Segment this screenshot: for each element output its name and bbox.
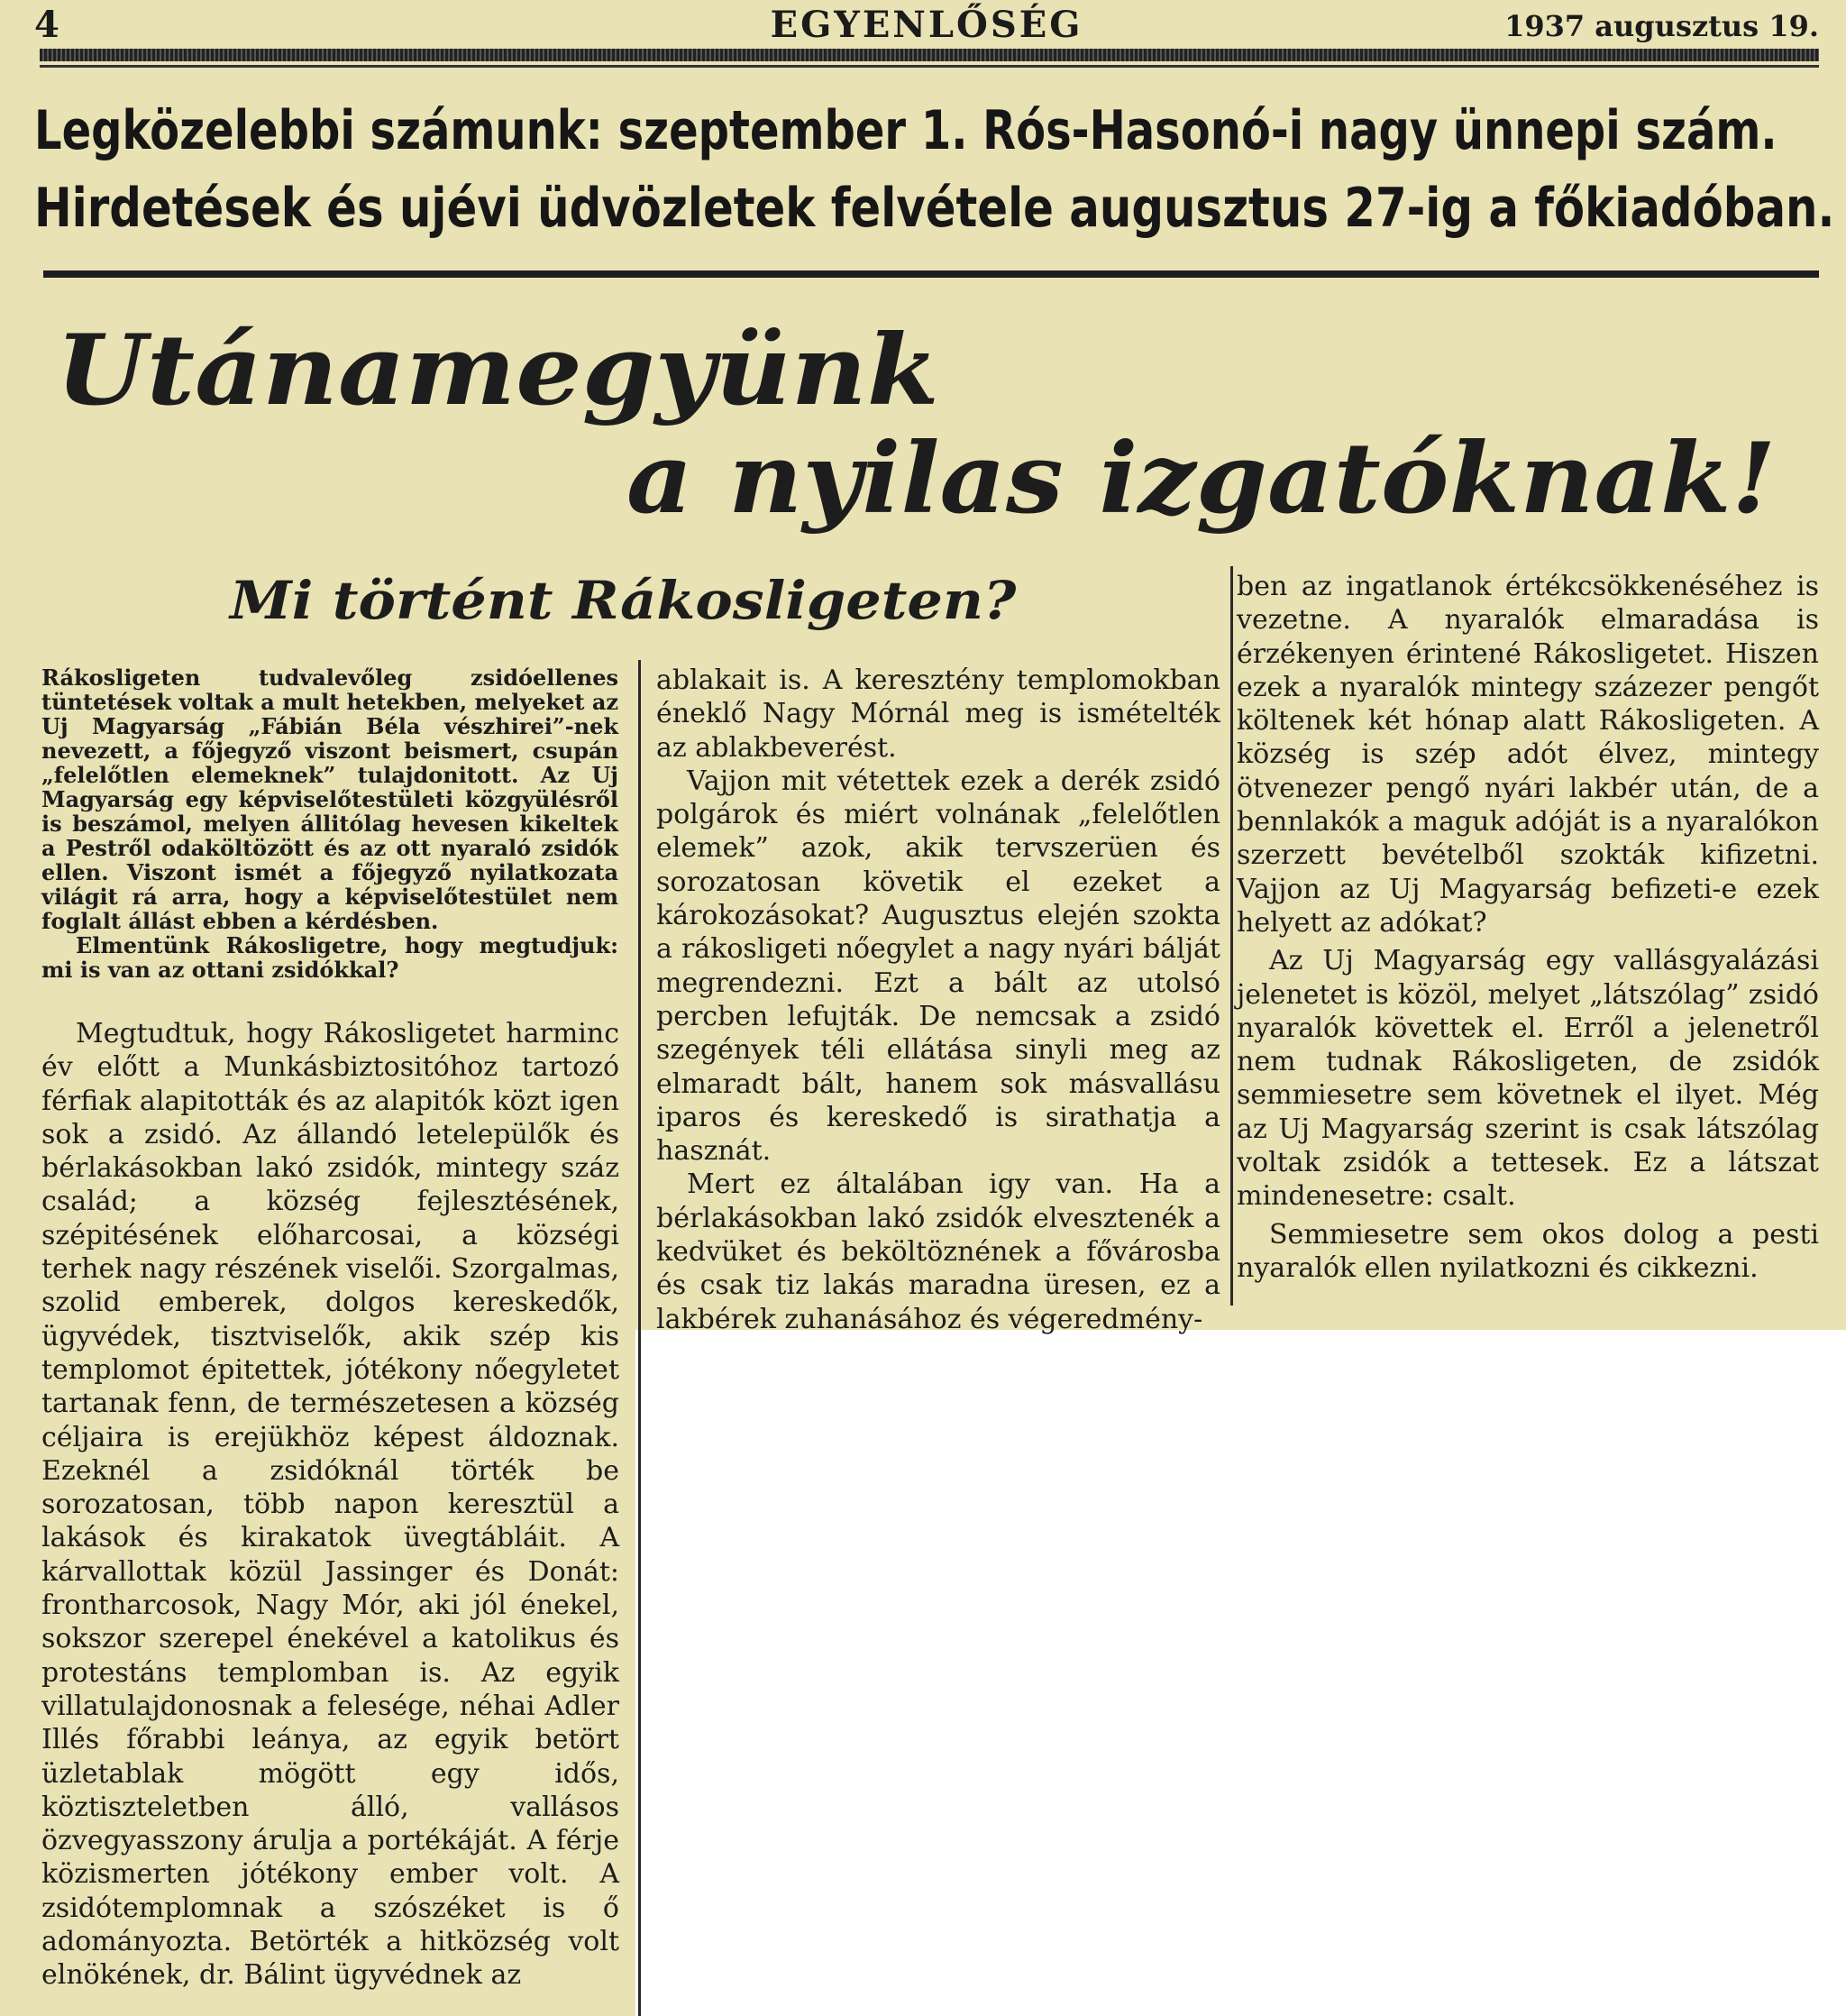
article-column-3 (1237, 570, 1819, 1285)
lead-paragraph: Rákosligeten tudvalevőleg zsidóellenes tüntetések voltak a mult hetekben, melyeket az Uj Magyarság „Fábián Béla vészhirei”-nek nevezett, a főjegyző viszont beismert, csupán „felelőtlen elemeknek” tulajdonitott. Az Uj Magyarság egy képviselőtestületi közgyülésről is beszámol, melyen állitólag hevesen kikeltek a Pestről odaköltözött és az ott nyaraló zsidók ellen. Viszont ismét a főjegyző nyilatkozata világit rá arra, hogy a képviselőtestület nem foglalt állást ebben a kérdésben. (41, 664, 618, 934)
body-paragraph: Vajjon mit vétettek ezek a derék zsidó polgárok és miért volnának „felelőtlen elemek” azok, akik tervszerüen és sorozatosan követik el ezeket a károkozásokat? Augusztus elején szokta a rákosligeti nőegylet a nagy nyári bálját megrendezni. Ezt a bált az utolsó percben lefujták. De nemcsak a zsidó szegények téli ellátása sinyli meg az elmaradt bált, hanem sok másvallásu iparos és kereskedő is sirathatja a hasznát. (656, 765, 1220, 1168)
column-divider (638, 660, 641, 2016)
announcement-line-1: Legközelebbi számunk: szeptember 1. Rós-Hasonó-i nagy ünnepi szám. (34, 99, 1777, 162)
header-rule-thin (40, 65, 1819, 68)
article-column-1 (41, 1017, 619, 1993)
lead-paragraph: Elmentünk Rákosligetre, hogy megtudjuk: mi is van az ottani zsidókkal? (41, 932, 618, 983)
body-paragraph: Megtudtuk, hogy Rákosligetet harminc év előtt a Munkásbiztositóhoz tartozó férfiak alapitották és az alapitók közt igen sok a zsidó. Az állandó letelepülők és bérlakásokban lakó zsidók, mintegy száz család; a község fejlesztésének, szépitésének előharcosai, a községi terhek nagy részének viselői. Szorgalmas, szolid emberek, dolgos kereskedők, ügyvédek, tisztviselők, akik szép kis templomot épitettek, jótékony nőegyletet tartanak fenn, de természetesen a község céljaira is erejükhöz képest áldoznak. Ezeknél a zsidóknál törték be sorozatosan, több napon keresztül a lakások és kirakatok üvegtábláit. A kárvallottak közül Jassinger és Donát: frontharcosok, Nagy Mór, aki jól énekel, sokszor szerepel énekével a katolikus és protestáns templomban is. Az egyik villatulajdonosnak a felesége, néhai Adler Illés főrabbi leánya, az egyik betört üzletablak mögött egy idős, köztiszteletben álló, vallásos özvegyasszony árulja a portékáját. A férje közismerten jótékony ember volt. A zsidótemplomnak a szószéket is ő adományozta. Betörték a hitközség volt elnökének, dr. Bálint ügyvédnek az (41, 1018, 619, 1992)
article-column-2 (656, 664, 1220, 1336)
page-header (34, 4, 1819, 46)
headline-line-1: Utánamegyünk (56, 314, 939, 427)
body-paragraph: Az Uj Magyarság egy vallásgyalázási jelenetet is közöl, melyet „látszólag” zsidó nyaralók követtek el. Erről a jelenetről nem tudnak Rákosligeten, de zsidók semmiesetre sem követnek el ilyet. Még az Uj Magyarság szerint is csak látszólag voltak zsidók a tettesek. Ez a látszat mindenesetre: csalt. (1237, 945, 1819, 1213)
masthead-title: EGYENLŐSÉG (770, 4, 1083, 46)
page-number: 4 (34, 4, 59, 46)
body-paragraph: Mert ez általában igy van. Ha a bérlakásokban lakó zsidók elvesztenék a kedvüket és beköltöznének a fővárosba és csak tiz lakás maradna üresen, ez a lakbérek zuhanásához és végeredmény- (656, 1168, 1220, 1335)
issue-date: 1937 augusztus 19. (1504, 9, 1819, 43)
body-paragraph: ben az ingatlanok értékcsökkenéséhez is vezetne. A nyaralók elmaradása is érzékenyen érintené Rákosligetet. Hiszen ezek a nyaralók mintegy százezer pengőt költenek két hónap alatt Rákosligeten. A község is szép adót élvez, mintegy ötvenezer pengő nyári lakbér után, de a bennlakók a maguk adóját is a nyaralókon szerzett bevételből szokták kifizetni. Vajjon az Uj Magyarság befizeti-e ezek helyett az adókat? (1237, 571, 1819, 939)
body-paragraph: Semmiesetre sem okos dolog a pesti nyaralók ellen nyilatkozni és cikkezni. (1237, 1218, 1819, 1284)
lead-column (41, 665, 618, 982)
blank-area (635, 1330, 1846, 2016)
subheadline: Mi történt Rákosligeten? (230, 570, 1017, 631)
announcement-line-2: Hirdetések és ujévi üdvözletek felvétele augusztus 27-ig a főkiadóban. (34, 177, 1835, 240)
headline-line-2: a nyilas izgatóknak! (626, 422, 1777, 536)
announcement-rule (43, 270, 1819, 278)
header-rule (40, 49, 1819, 61)
body-paragraph: ablakait is. A keresztény templomokban éneklő Nagy Mórnál meg is ismételték az ablakbeverést. (656, 664, 1220, 764)
column-divider (1230, 566, 1233, 1306)
